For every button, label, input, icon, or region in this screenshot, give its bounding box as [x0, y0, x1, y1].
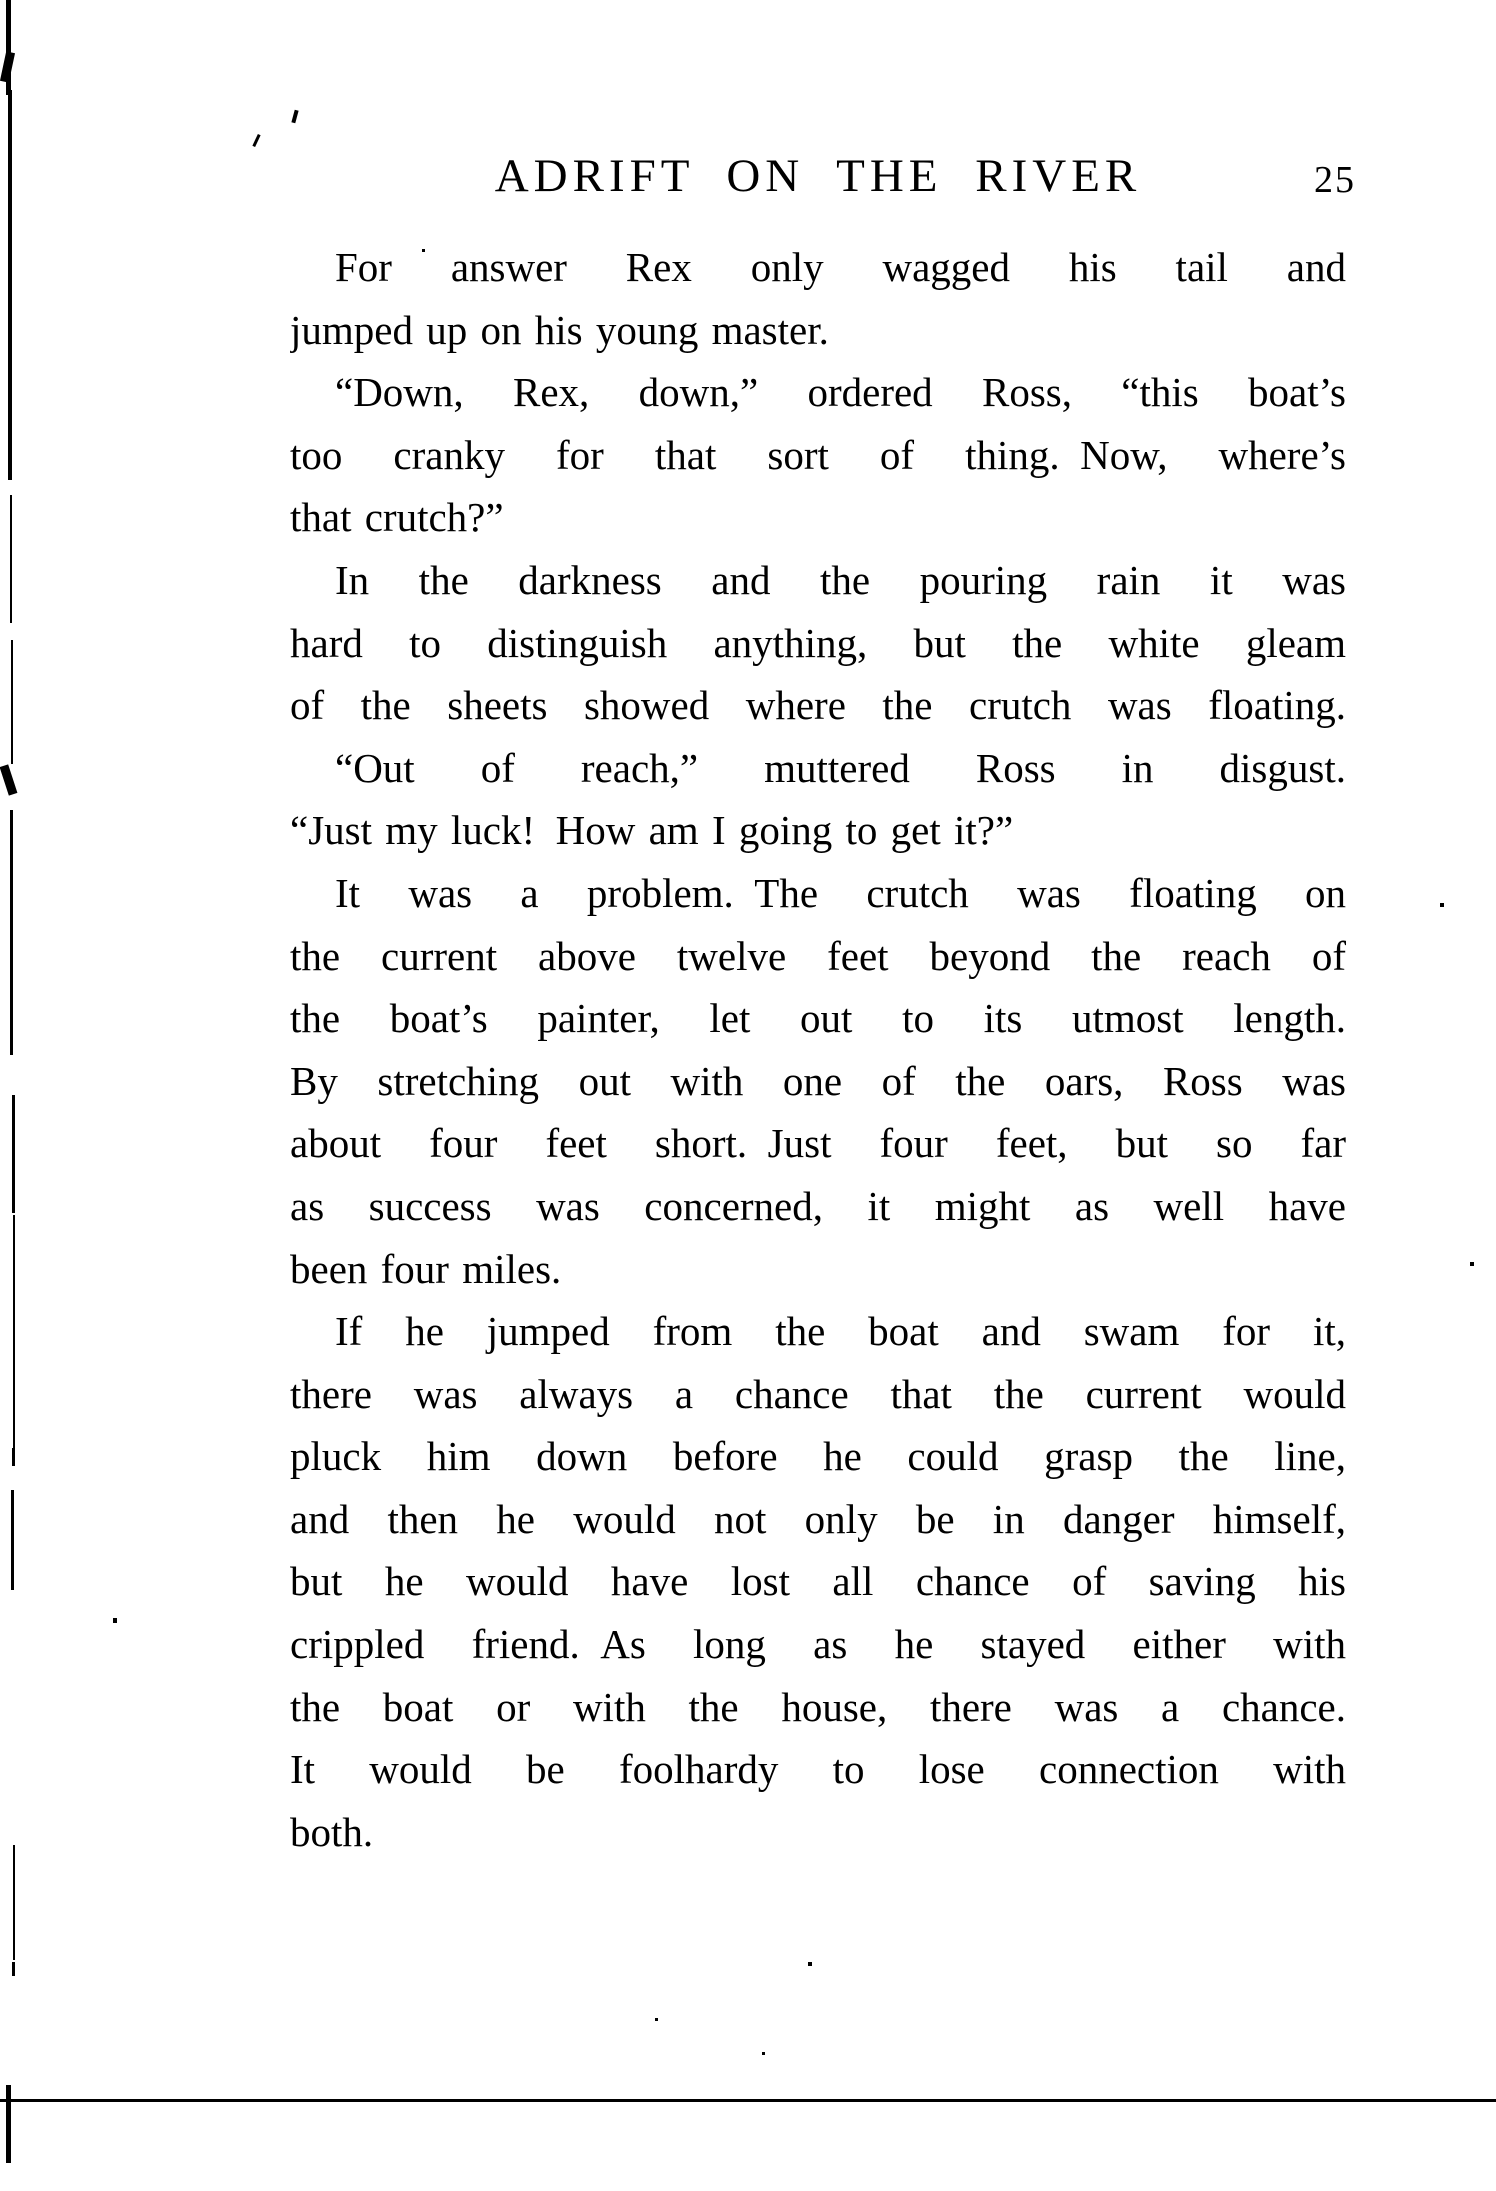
text-line: too cranky for that sort of thing. Now, where’s: [290, 431, 1346, 478]
text-line: that crutch?”: [290, 494, 504, 541]
page-body: [290, 236, 1346, 1863]
text-line: the current above twelve feet beyond the reach of: [290, 932, 1346, 979]
text-line: there was always a chance that the current would: [290, 1370, 1346, 1417]
ink-speck: [655, 2018, 658, 2021]
scan-mark: [113, 1618, 117, 1623]
scan-mark: [12, 1095, 15, 1213]
text-line: about four feet short. Just four feet, but so far: [290, 1120, 1346, 1167]
page-header: [290, 146, 1356, 210]
text-line: the boat or with the house, there was a chance.: [290, 1683, 1346, 1730]
text-line: the boat’s painter, let out to its utmost length.: [290, 995, 1346, 1042]
text-line: hard to distinguish anything, but the white gleam: [290, 619, 1346, 666]
ink-speck: [1440, 903, 1444, 907]
text-line: “Out of reach,” muttered Ross in disgust.: [335, 744, 1346, 791]
text-line: as success was concerned, it might as well have: [290, 1182, 1346, 1229]
ink-speck: [291, 110, 298, 124]
scan-mark: [11, 640, 13, 764]
text-line: In the darkness and the pouring rain it was: [335, 556, 1346, 603]
ink-speck: [1470, 1262, 1474, 1266]
scan-mark: [12, 1448, 15, 1466]
scan-mark: [6, 2085, 11, 2163]
scan-mark: [0, 764, 17, 795]
text-line: By stretching out with one of the oars, Ross was: [290, 1057, 1346, 1104]
text-line: “Just my luck! How am I going to get it?”: [290, 807, 1014, 854]
text-line: If he jumped from the boat and swam for it,: [335, 1308, 1346, 1355]
text-line: It would be foolhardy to lose connection with: [290, 1746, 1346, 1793]
scan-mark: [10, 495, 12, 623]
scan-mark: [10, 810, 13, 1055]
ink-speck: [252, 134, 260, 147]
scan-mark: [11, 1490, 14, 1590]
scan-mark: [13, 1215, 15, 1450]
text-line: jumped up on his young master.: [290, 306, 829, 353]
text-line: For answer Rex only wagged his tail and: [335, 244, 1346, 290]
text-line: “Down, Rex, down,” ordered Ross, “this boat’s: [335, 369, 1346, 416]
text-line: crippled friend. As long as he stayed either with: [290, 1621, 1346, 1668]
ink-speck: [762, 2052, 765, 2055]
ink-speck: [808, 1962, 812, 1966]
page-header-title: ADRIFT ON THE RIVER: [494, 150, 1142, 202]
text-line: of the sheets showed where the crutch was floating.: [290, 682, 1346, 729]
scan-mark: [8, 90, 12, 480]
text-line: but he would have lost all chance of saving his: [290, 1558, 1346, 1605]
text-line: been four miles.: [290, 1245, 562, 1292]
scan-mark: [0, 51, 15, 82]
scan-mark: [13, 1845, 15, 1960]
text-line: pluck him down before he could grasp the line,: [290, 1433, 1346, 1480]
scan-line-bottom: [0, 2099, 1496, 2102]
text-line: and then he would not only be in danger himself,: [290, 1495, 1346, 1542]
scan-mark: [12, 1962, 15, 1976]
text-line: both.: [290, 1808, 374, 1855]
text-line: It was a problem. The crutch was floating on: [335, 869, 1346, 916]
page-number: 25: [1314, 159, 1356, 201]
